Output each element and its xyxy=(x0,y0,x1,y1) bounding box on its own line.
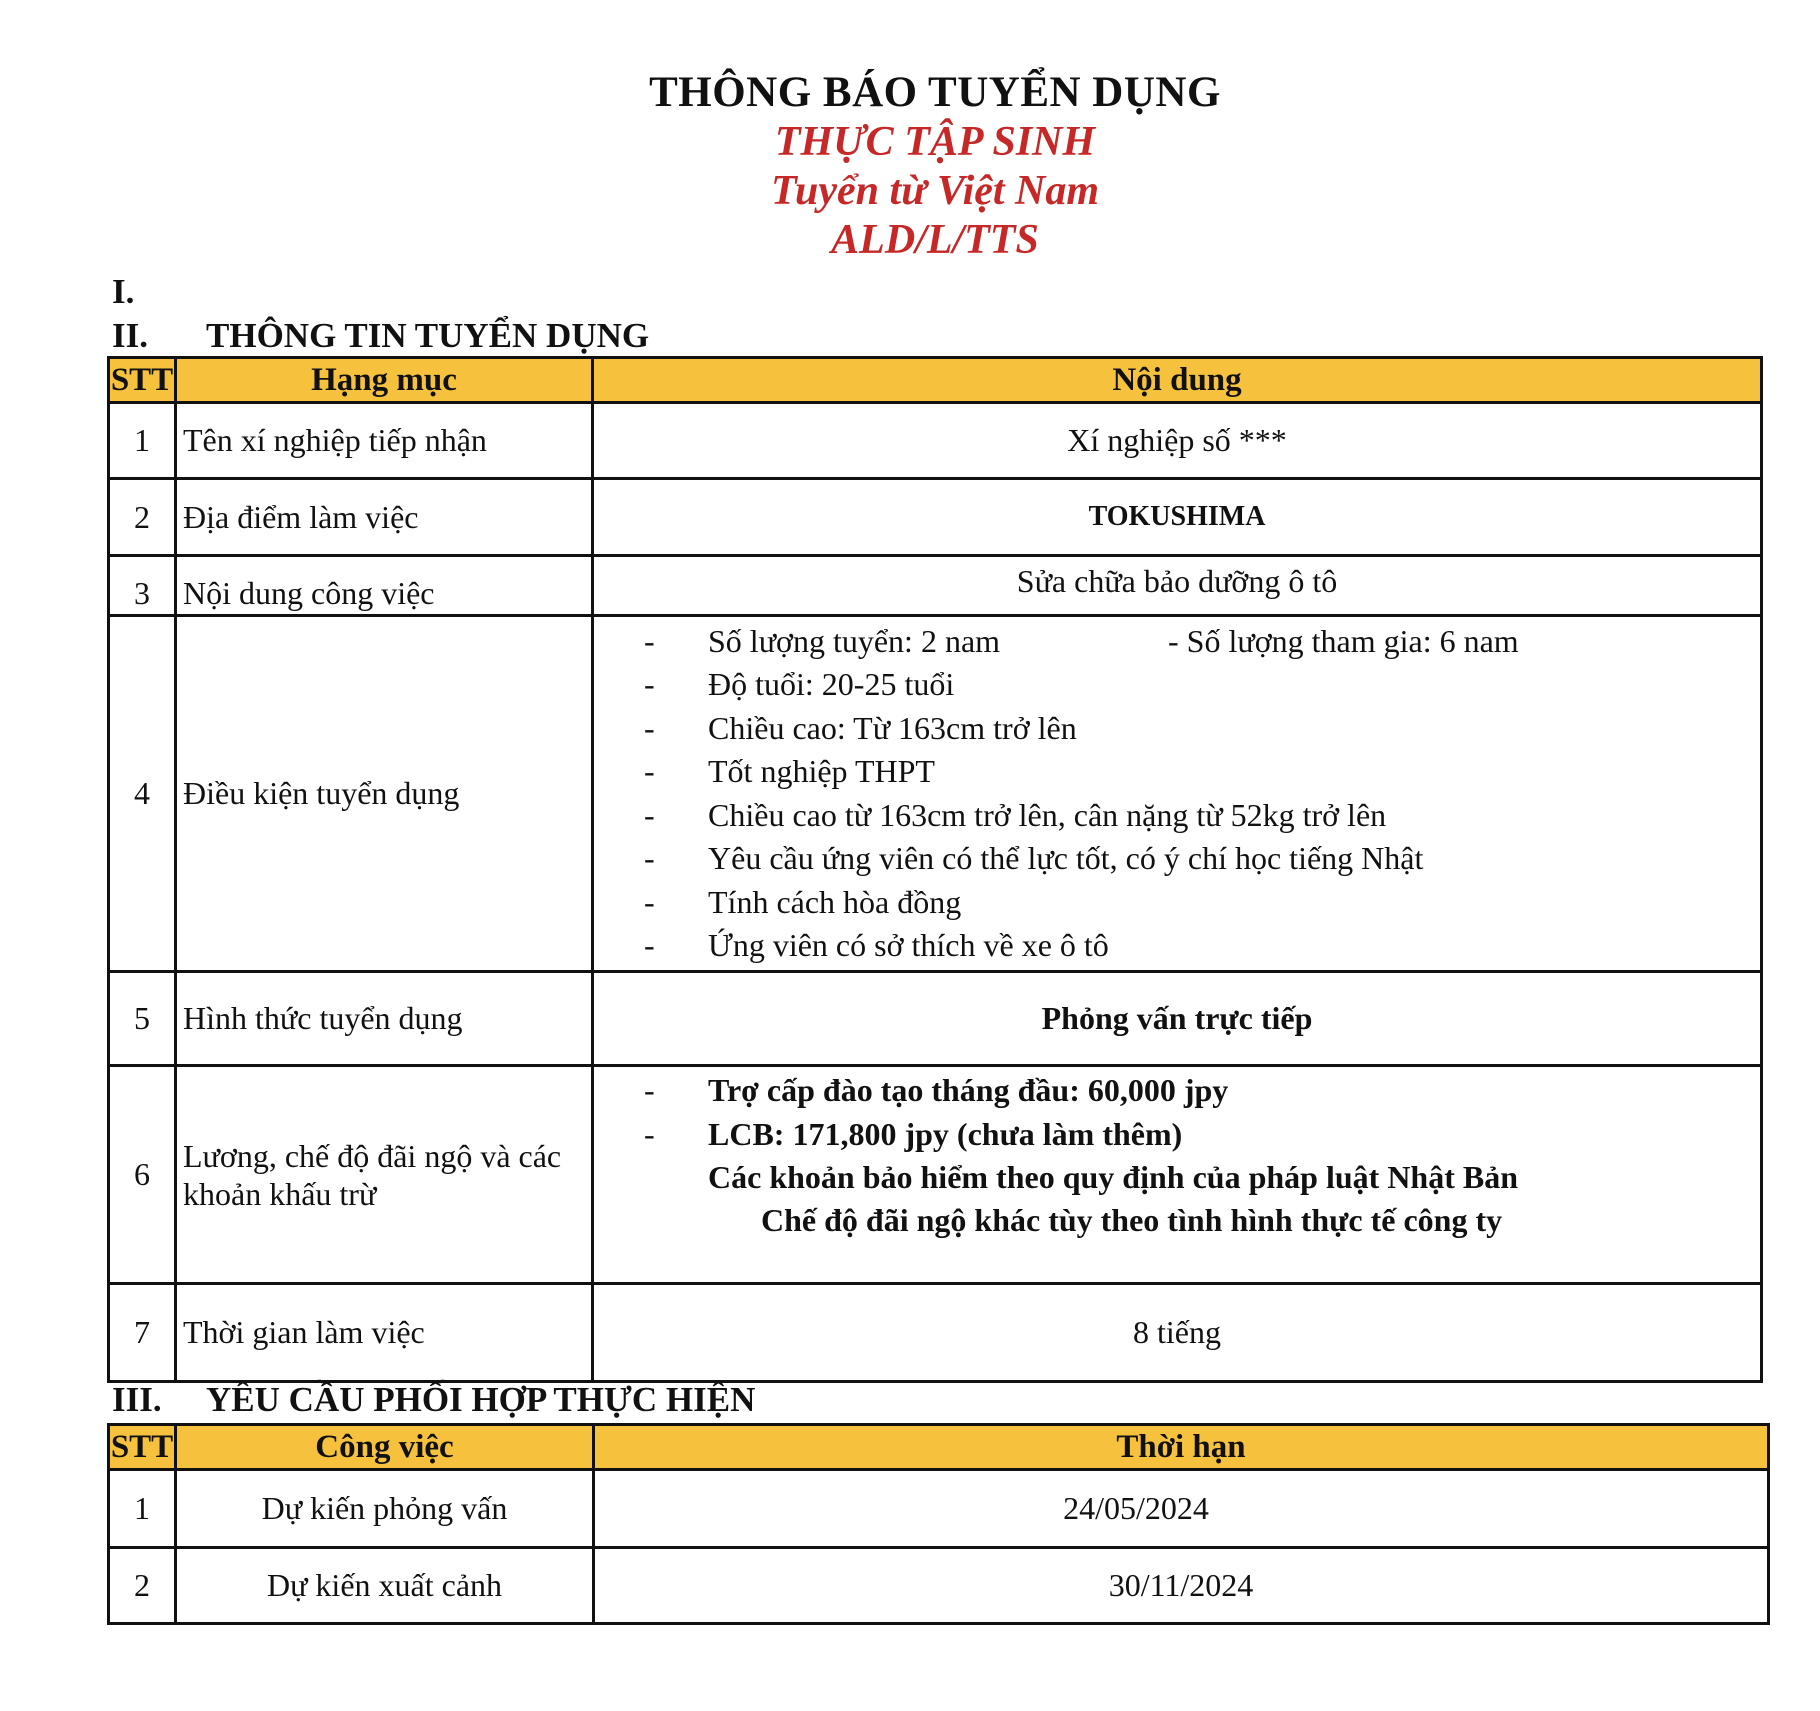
row-stt: 1 xyxy=(109,403,176,479)
list-item: - LCB: 171,800 jpy (chưa làm thêm) xyxy=(644,1115,1183,1152)
table-header-row xyxy=(109,1425,1769,1470)
row-stt: 2 xyxy=(109,1548,176,1624)
section-3-title: YÊU CẦU PHỐI HỢP THỰC HIỆN xyxy=(206,1380,756,1419)
salary-cell xyxy=(593,1066,1762,1284)
list-item: - Độ tuổi: 20-25 tuổi xyxy=(644,666,955,702)
subtitle-origin: Tuyển từ Việt Nam xyxy=(770,168,1100,214)
list-item: - Tính cách hòa đồng xyxy=(644,883,962,920)
row-deadline: 30/11/2024 xyxy=(594,1548,1769,1624)
row-content: Phỏng vấn trực tiếp xyxy=(593,972,1762,1066)
row-stt: 3 xyxy=(109,556,176,616)
header-category: Hạng mục xyxy=(176,358,593,403)
row-content: 8 tiếng xyxy=(593,1284,1762,1382)
row-category: Hình thức tuyển dụng xyxy=(176,972,593,1066)
row-stt: 7 xyxy=(109,1284,176,1382)
subtitle-trainee: THỰC TẬP SINH xyxy=(774,119,1096,165)
row-stt: 5 xyxy=(109,972,176,1066)
requirements-list xyxy=(594,620,1760,968)
insurance-note: Các khoản bảo hiểm theo quy định của pháp luật Nhật Bản xyxy=(708,1159,1519,1195)
table-row xyxy=(109,616,1762,972)
header-content: Nội dung xyxy=(593,358,1762,403)
row-content: Sửa chữa bảo dưỡng ô tô xyxy=(593,556,1762,616)
list-item: - Chiều cao: Từ 163cm trở lên xyxy=(644,709,1077,746)
section-1-heading xyxy=(112,272,206,312)
row-content: Xí nghiệp số *** xyxy=(593,403,1762,479)
salary-list xyxy=(594,1069,1760,1156)
row-category: Thời gian làm việc xyxy=(176,1284,593,1382)
subtitle-code: ALD/L/TTS xyxy=(831,217,1039,263)
list-item: - Tốt nghiệp THPT xyxy=(644,753,935,789)
section-2-heading xyxy=(112,316,649,356)
recruitment-table xyxy=(107,356,1763,1383)
table-row xyxy=(109,1470,1769,1548)
header-stt: STT xyxy=(109,358,176,403)
list-item: - Yêu cầu ứng viên có thể lực tốt, có ý chí học tiếng Nhật xyxy=(644,840,1424,876)
table-row xyxy=(109,556,1762,616)
row-stt: 2 xyxy=(109,479,176,556)
schedule-table xyxy=(107,1423,1770,1625)
row-stt: 6 xyxy=(109,1066,176,1284)
list-item: - Chiều cao từ 163cm trở lên, cân nặng từ 52kg trở lên xyxy=(644,796,1387,833)
table-row xyxy=(109,1284,1762,1382)
section-3-number: III. xyxy=(112,1380,162,1419)
list-item: - Số lượng tuyển: 2 nam - Số lượng tham gia: 6 nam xyxy=(644,622,1519,659)
table-row xyxy=(109,403,1762,479)
row-content: TOKUSHIMA xyxy=(593,479,1762,556)
header-task: Công việc xyxy=(176,1425,594,1470)
table-row xyxy=(109,1066,1762,1284)
row-task: Dự kiến phỏng vấn xyxy=(176,1470,594,1548)
section-1-number: I. xyxy=(112,272,135,311)
row-category: Nội dung công việc xyxy=(176,556,593,616)
row-category: Lương, chế độ đãi ngộ và các khoản khấu trừ xyxy=(176,1066,593,1284)
list-item: - Trợ cấp đào tạo tháng đầu: 60,000 jpy xyxy=(644,1072,1229,1108)
section-3-heading xyxy=(112,1380,755,1420)
requirements-cell xyxy=(593,616,1762,972)
table-row xyxy=(109,1548,1769,1624)
page-title: THÔNG BÁO TUYỂN DỤNG xyxy=(649,69,1221,116)
row-stt: 4 xyxy=(109,616,176,972)
table-header-row xyxy=(109,358,1762,403)
list-item: - Ứng viên có sở thích về xe ô tô xyxy=(644,927,1109,963)
table-row xyxy=(109,972,1762,1066)
header-deadline: Thời hạn xyxy=(594,1425,1769,1470)
benefits-note: Chế độ đãi ngộ khác tùy theo tình hình thực tế công ty xyxy=(761,1202,1503,1238)
table-row xyxy=(109,479,1762,556)
row-category: Tên xí nghiệp tiếp nhận xyxy=(176,403,593,479)
section-2-title: THÔNG TIN TUYỂN DỤNG xyxy=(206,316,650,355)
row-stt: 1 xyxy=(109,1470,176,1548)
header-stt: STT xyxy=(109,1425,176,1470)
row-deadline: 24/05/2024 xyxy=(594,1470,1769,1548)
row-category: Điều kiện tuyển dụng xyxy=(176,616,593,972)
row-task: Dự kiến xuất cảnh xyxy=(176,1548,594,1624)
section-2-number: II. xyxy=(112,316,148,355)
row-category: Địa điểm làm việc xyxy=(176,479,593,556)
